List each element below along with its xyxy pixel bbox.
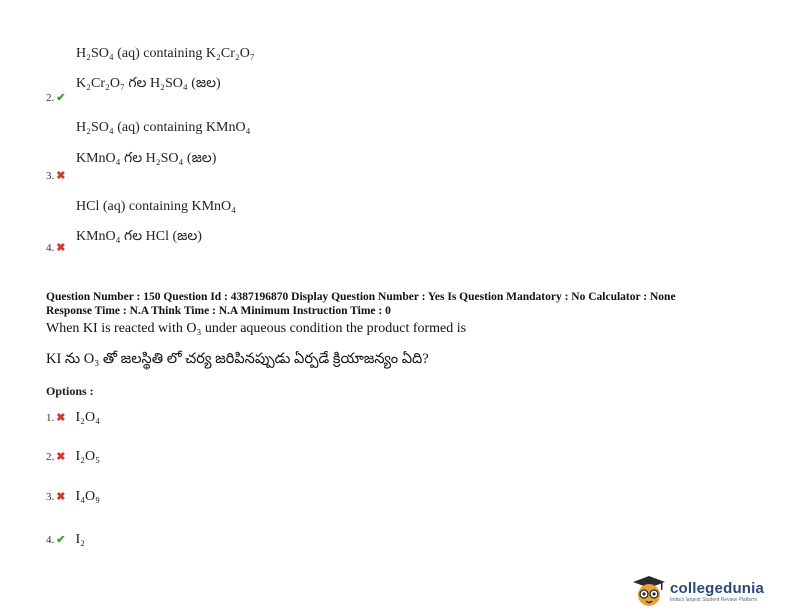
- question-text-english: When KI is reacted with O₃ under aqueous condition the product formed is: [46, 321, 467, 336]
- prev-option-4-telugu: KMnO₄ గల HCl (జల): [76, 229, 202, 244]
- cross-icon: ✖: [56, 491, 66, 503]
- question-meta-line-1: Question Number : 150 Question Id : 4387196870 Display Question Number : Yes Is Question Mandatory : No Calculator : None: [46, 291, 676, 303]
- option-answer: I₂O₄: [75, 410, 101, 425]
- prev-option-2-telugu: K₂Cr₂O₇ గల H₂SO₄ (జల): [76, 76, 221, 91]
- prev-option-3-telugu: KMnO₄ గల H₂SO₄ (జల): [76, 151, 217, 166]
- collegedunia-logo: [632, 574, 764, 608]
- cross-icon: ✖: [56, 170, 66, 182]
- option-answer: I₂O₅: [75, 449, 101, 464]
- cross-icon: ✖: [56, 242, 66, 254]
- option-1: [46, 408, 100, 426]
- option-number: 1.: [46, 412, 55, 424]
- option-2: [46, 447, 100, 465]
- cross-icon: ✖: [56, 451, 66, 463]
- option-number: 4.: [46, 534, 55, 546]
- option-4: [46, 530, 85, 548]
- check-icon: ✔: [56, 92, 66, 104]
- option-number: 4.: [46, 242, 55, 254]
- question-meta-line-2: Response Time : N.A Think Time : N.A Minimum Instruction Time : 0: [46, 305, 391, 317]
- option-answer: I₄O₉: [75, 489, 101, 504]
- graduate-owl-icon: [632, 574, 666, 608]
- prev-option-3-english: H₂SO₄ (aq) containing KMnO₄: [76, 120, 251, 135]
- prev-option-4-marker: [46, 238, 65, 256]
- option-number: 3.: [46, 170, 55, 182]
- option-answer: I₂: [75, 532, 86, 547]
- logo-name: collegedunia: [670, 579, 765, 597]
- check-icon: ✔: [56, 534, 66, 546]
- prev-option-4-english: HCl (aq) containing KMnO₄: [76, 199, 237, 214]
- option-3: [46, 487, 100, 505]
- option-number: 3.: [46, 491, 55, 503]
- prev-option-3-marker: [46, 166, 65, 184]
- prev-option-2-marker: [46, 88, 65, 106]
- option-number: 2.: [46, 451, 55, 463]
- option-number: 2.: [46, 92, 55, 104]
- prev-option-2-english: H₂SO₄ (aq) containing K₂Cr₂O₇: [76, 46, 255, 61]
- options-label: Options :: [46, 384, 94, 398]
- question-text-telugu: KI ను O₃ తో జలస్థితి లో చర్య జరిపినప్పుడు ఏర్పడే క్రియాజన్యం ఏది?: [46, 351, 429, 367]
- logo-tagline: India's largest Student Review Platform: [670, 596, 758, 603]
- cross-icon: ✖: [56, 412, 66, 424]
